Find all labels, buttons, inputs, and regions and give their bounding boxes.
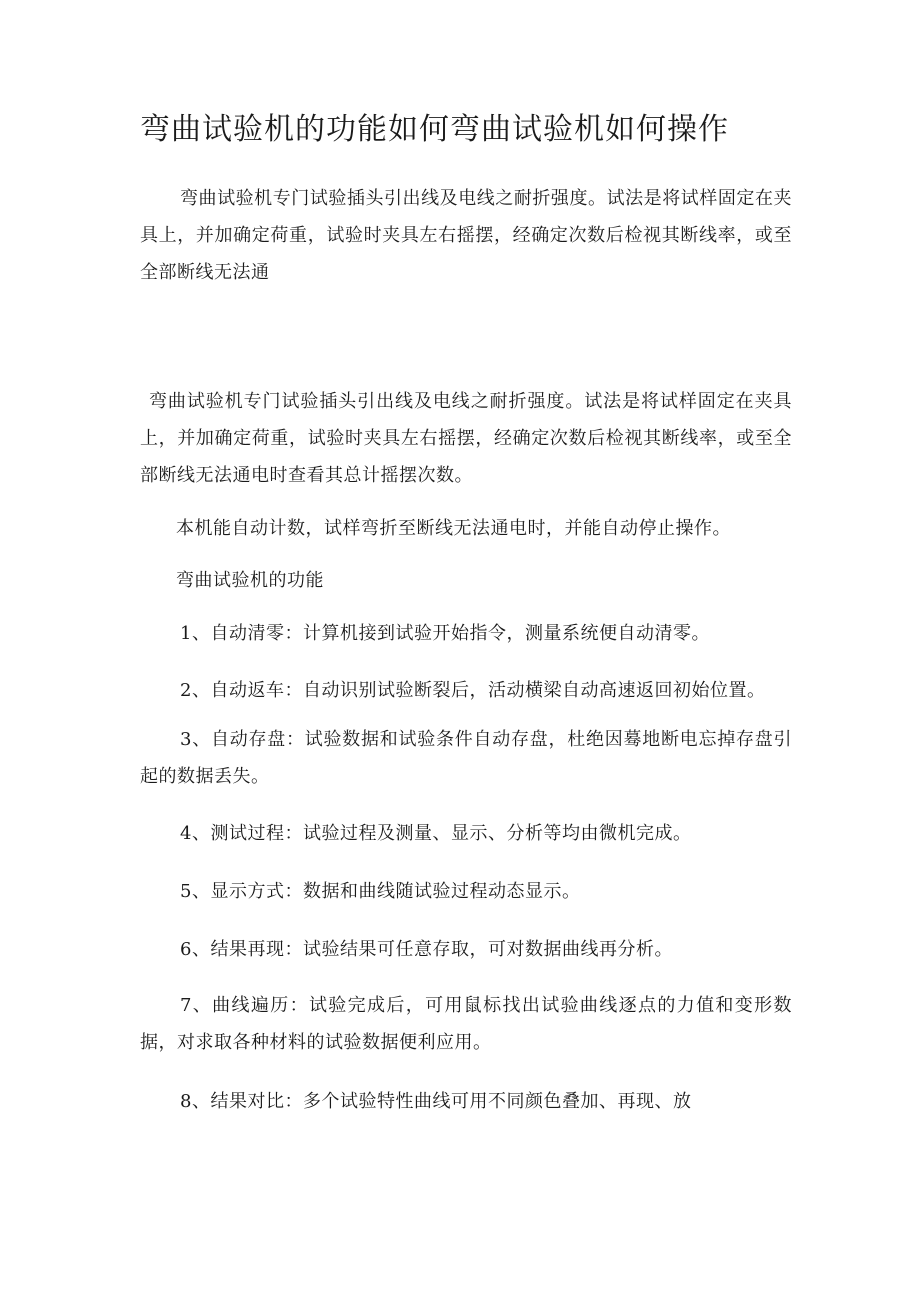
- feature-item: 1、自动清零：计算机接到试验开始指令，测量系统便自动清零。: [180, 623, 710, 644]
- feature-item: 2、自动返车：自动识别试验断裂后，活动横梁自动高速返回初始位置。: [180, 680, 766, 701]
- feature-item: 8、结果对比：多个试验特性曲线可用不同颜色叠加、再现、放: [180, 1091, 692, 1112]
- document-title: 弯曲试验机的功能如何弯曲试验机如何操作: [140, 112, 729, 147]
- feature-item: 6、结果再现：试验结果可任意存取，可对数据曲线再分析。: [180, 939, 673, 960]
- features-heading: 弯曲试验机的功能: [176, 570, 324, 591]
- intro-paragraph: 弯曲试验机专门试验插头引出线及电线之耐折强度。试法是将试样固定在夹具上，并加确定荷重，试验时夹具左右摇摆，经确定次数后检视其断线率，或至全部断线无法通: [140, 188, 792, 283]
- feature-item: 7、曲线遍历：试验完成后，可用鼠标找出试验曲线逐点的力值和变形数据，对求取各种材料的试验数据便利应用。: [140, 995, 792, 1053]
- auto-count-paragraph: 本机能自动计数，试样弯折至断线无法通电时，并能自动停止操作。: [176, 518, 731, 539]
- feature-item: 5、显示方式：数据和曲线随试验过程动态显示。: [180, 881, 581, 902]
- feature-item: 4、测试过程：试验过程及测量、显示、分析等均由微机完成。: [180, 823, 692, 844]
- description-paragraph: 弯曲试验机专门试验插头引出线及电线之耐折强度。试法是将试样固定在夹具上，并加确定荷重，试验时夹具左右摇摆，经确定次数后检视其断线率，或至全部断线无法通电时查看其总计摇摆次数。: [140, 391, 792, 486]
- feature-item: 3、自动存盘：试验数据和试验条件自动存盘，杜绝因蓦地断电忘掉存盘引起的数据丢失。: [140, 729, 792, 787]
